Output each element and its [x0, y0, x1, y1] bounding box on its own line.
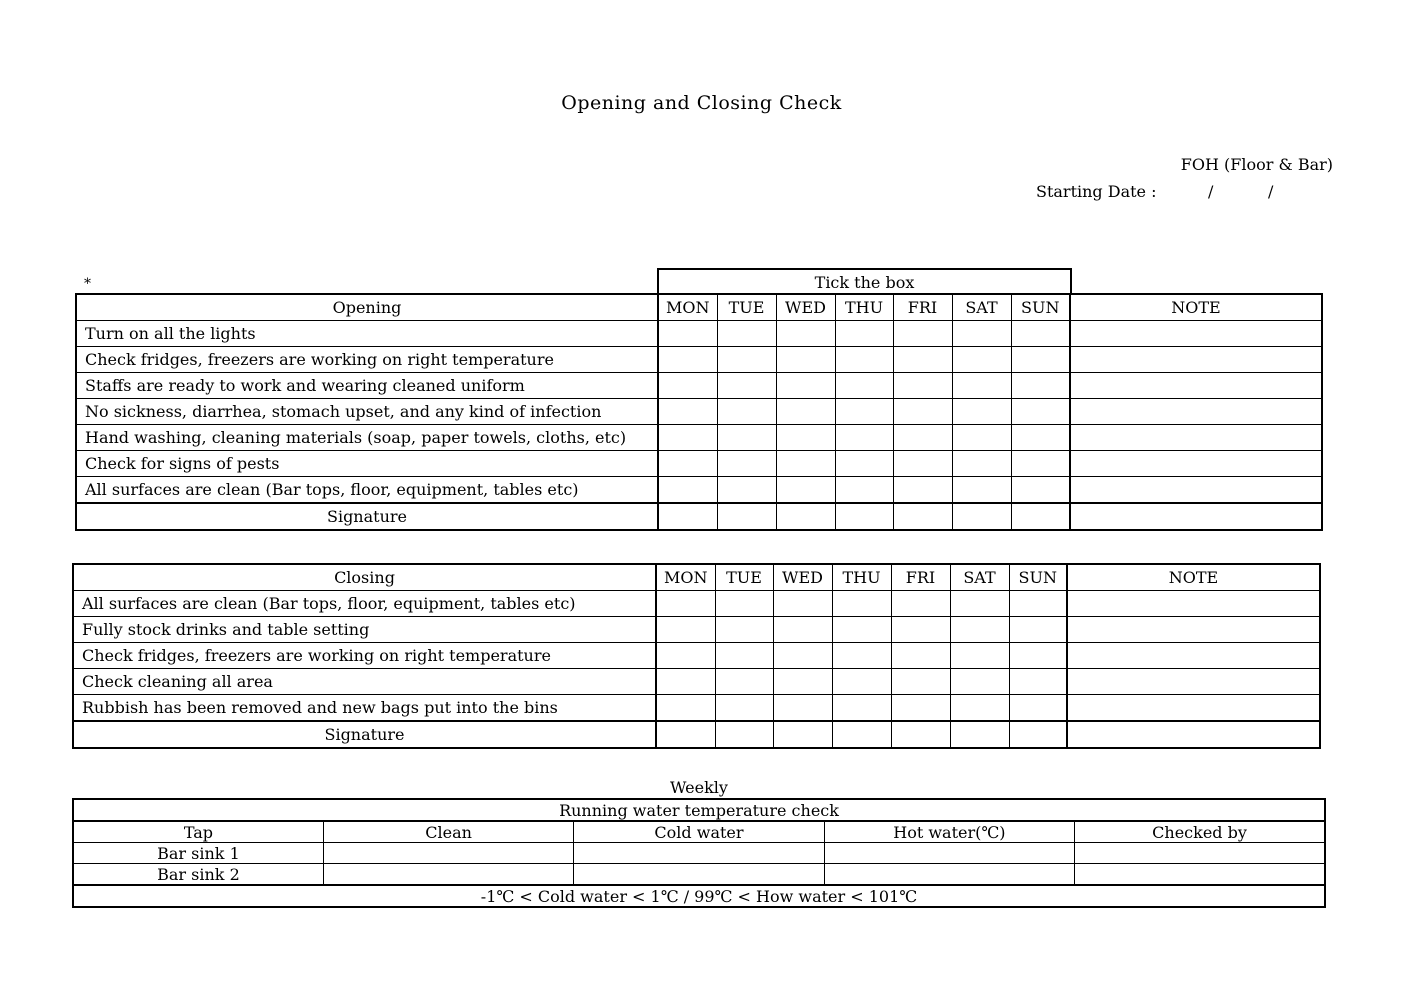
- signature-row: [73, 721, 1320, 748]
- table-row: [73, 591, 1320, 617]
- table-row: [76, 425, 1322, 451]
- closing-header-row: [73, 564, 1320, 591]
- tick-box-tue[interactable]: [715, 695, 773, 722]
- tick-box-tue[interactable]: [715, 591, 773, 617]
- day-header-fri: FRI: [893, 294, 952, 321]
- tick-box-thu[interactable]: [835, 425, 893, 451]
- date-separator: /: [1268, 182, 1274, 201]
- tick-box-thu[interactable]: [835, 399, 893, 425]
- table-row: [76, 321, 1322, 347]
- tick-box-thu[interactable]: [832, 643, 891, 669]
- water-table-header-row: [73, 821, 1325, 843]
- tick-box-thu[interactable]: [832, 669, 891, 695]
- tick-box-wed[interactable]: [773, 643, 832, 669]
- table-row: [73, 695, 1320, 722]
- day-header-sat: SAT: [952, 294, 1011, 321]
- signature-label: Signature: [73, 721, 656, 748]
- day-header-tue: TUE: [717, 294, 776, 321]
- tick-box-thu[interactable]: [832, 591, 891, 617]
- table-row: [76, 373, 1322, 399]
- tick-box-tue[interactable]: [715, 643, 773, 669]
- tick-box-thu[interactable]: [835, 477, 893, 504]
- note-cell[interactable]: [1070, 477, 1322, 504]
- asterisk-mark: *: [84, 276, 91, 292]
- tap-name: Bar sink 2: [73, 864, 323, 886]
- tick-box-fri[interactable]: [893, 425, 952, 451]
- day-header-sun: SUN: [1009, 564, 1067, 591]
- tick-box-sun[interactable]: [1009, 695, 1067, 722]
- tick-box-tue[interactable]: [715, 617, 773, 643]
- tick-box-wed[interactable]: [776, 321, 835, 347]
- checklist-item-label: All surfaces are clean (Bar tops, floor, equipment, tables etc): [73, 591, 656, 617]
- tick-box-thu[interactable]: [835, 347, 893, 373]
- tick-box-wed[interactable]: [773, 617, 832, 643]
- tick-box-thu[interactable]: [832, 695, 891, 722]
- day-header-sat: SAT: [950, 564, 1009, 591]
- clean-cell[interactable]: [323, 864, 573, 886]
- tick-box-sat[interactable]: [950, 617, 1009, 643]
- tick-box-mon[interactable]: [656, 669, 715, 695]
- hot-water-cell[interactable]: [824, 864, 1074, 886]
- tick-box-fri[interactable]: [893, 347, 952, 373]
- day-header-thu: THU: [832, 564, 891, 591]
- tick-box-wed[interactable]: [776, 399, 835, 425]
- tick-box-sat[interactable]: [952, 451, 1011, 477]
- tick-box-tue[interactable]: [717, 347, 776, 373]
- tick-box-sat[interactable]: [950, 669, 1009, 695]
- water-table-title: Running water temperature check: [73, 799, 1325, 821]
- tick-box-sun[interactable]: [1011, 321, 1070, 347]
- tick-box-mon[interactable]: [656, 643, 715, 669]
- tick-box-tue[interactable]: [717, 373, 776, 399]
- note-cell[interactable]: [1070, 321, 1322, 347]
- tick-box-mon[interactable]: [656, 591, 715, 617]
- checked-by-cell[interactable]: [1075, 864, 1325, 886]
- document-title: Opening and Closing Check: [561, 92, 842, 114]
- checklist-item-label: Check for signs of pests: [76, 451, 658, 477]
- opening-header-row: [76, 294, 1322, 321]
- signature-box-thu[interactable]: [832, 721, 891, 748]
- checked-by-cell[interactable]: [1075, 843, 1325, 864]
- column-header-tap: Tap: [73, 821, 323, 843]
- signature-box-wed[interactable]: [776, 503, 835, 530]
- tick-box-sun[interactable]: [1011, 373, 1070, 399]
- tick-box-fri[interactable]: [891, 617, 950, 643]
- tick-box-sat[interactable]: [952, 477, 1011, 504]
- table-row: [73, 643, 1320, 669]
- signature-box-mon[interactable]: [656, 721, 715, 748]
- tick-box-mon[interactable]: [658, 451, 717, 477]
- table-row: [76, 399, 1322, 425]
- tick-box-thu[interactable]: [835, 321, 893, 347]
- tick-box-sat[interactable]: [952, 347, 1011, 373]
- tick-box-sun[interactable]: [1009, 669, 1067, 695]
- day-header-wed: WED: [773, 564, 832, 591]
- table-row: [73, 617, 1320, 643]
- table-row: [76, 477, 1322, 504]
- signature-label: Signature: [76, 503, 658, 530]
- column-header-checked-by: Checked by: [1075, 821, 1325, 843]
- tick-box-sat[interactable]: [950, 643, 1009, 669]
- opening-table: [75, 293, 1323, 531]
- water-temperature-table: [72, 798, 1326, 908]
- tick-box-tue[interactable]: [717, 321, 776, 347]
- tick-box-tue[interactable]: [717, 477, 776, 504]
- tick-box-sun[interactable]: [1011, 425, 1070, 451]
- signature-box-tue[interactable]: [717, 503, 776, 530]
- tick-box-wed[interactable]: [776, 477, 835, 504]
- note-cell[interactable]: [1067, 669, 1320, 695]
- tick-box-mon[interactable]: [658, 425, 717, 451]
- note-cell[interactable]: [1070, 373, 1322, 399]
- note-cell[interactable]: [1070, 425, 1322, 451]
- cold-water-cell[interactable]: [574, 843, 824, 864]
- note-cell[interactable]: [1070, 347, 1322, 373]
- starting-date-label: Starting Date :: [1036, 182, 1157, 201]
- note-cell[interactable]: [1067, 695, 1320, 722]
- checklist-item-label: Hand washing, cleaning materials (soap, paper towels, cloths, etc): [76, 425, 658, 451]
- day-header-sun: SUN: [1011, 294, 1070, 321]
- tick-box-sat[interactable]: [952, 373, 1011, 399]
- checklist-item-label: Rubbish has been removed and new bags put into the bins: [73, 695, 656, 722]
- tick-box-sun[interactable]: [1011, 399, 1070, 425]
- note-cell[interactable]: [1070, 399, 1322, 425]
- tick-box-sun[interactable]: [1011, 347, 1070, 373]
- signature-box-wed[interactable]: [773, 721, 832, 748]
- tick-box-sun[interactable]: [1011, 477, 1070, 504]
- tick-box-tue[interactable]: [717, 451, 776, 477]
- tick-box-thu[interactable]: [832, 617, 891, 643]
- column-header-cold-water: Cold water: [574, 821, 824, 843]
- hot-water-cell[interactable]: [824, 843, 1074, 864]
- temperature-range-row: [73, 885, 1325, 907]
- signature-box-sat[interactable]: [952, 503, 1011, 530]
- tick-box-sun[interactable]: [1009, 617, 1067, 643]
- column-header-hot-water: Hot water(℃): [824, 821, 1074, 843]
- signature-row: [76, 503, 1322, 530]
- signature-box-thu[interactable]: [835, 503, 893, 530]
- tick-box-sat[interactable]: [952, 399, 1011, 425]
- tick-box-fri[interactable]: [893, 451, 952, 477]
- tick-box-tue[interactable]: [717, 425, 776, 451]
- tick-box-mon[interactable]: [658, 321, 717, 347]
- checklist-item-label: Check fridges, freezers are working on right temperature: [73, 643, 656, 669]
- tick-box-sun[interactable]: [1009, 643, 1067, 669]
- tick-box-fri[interactable]: [893, 373, 952, 399]
- closing-table: [72, 563, 1321, 749]
- tick-box-mon[interactable]: [656, 695, 715, 722]
- tick-box-sat[interactable]: [952, 321, 1011, 347]
- signature-note-cell[interactable]: [1070, 503, 1322, 530]
- starting-date-field[interactable]: [1036, 182, 1274, 201]
- note-header: NOTE: [1067, 564, 1320, 591]
- date-separator: /: [1208, 182, 1214, 201]
- tick-box-mon[interactable]: [658, 347, 717, 373]
- signature-note-cell[interactable]: [1067, 721, 1320, 748]
- table-row: [73, 864, 1325, 886]
- tick-box-tue[interactable]: [715, 669, 773, 695]
- table-row: [76, 451, 1322, 477]
- tick-box-fri[interactable]: [891, 669, 950, 695]
- tick-box-wed[interactable]: [776, 425, 835, 451]
- checklist-item-label: All surfaces are clean (Bar tops, floor, equipment, tables etc): [76, 477, 658, 504]
- tick-box-thu[interactable]: [835, 373, 893, 399]
- day-header-wed: WED: [776, 294, 835, 321]
- clean-cell[interactable]: [323, 843, 573, 864]
- signature-box-sun[interactable]: [1009, 721, 1067, 748]
- tick-box-wed[interactable]: [773, 695, 832, 722]
- checklist-item-label: No sickness, diarrhea, stomach upset, and any kind of infection: [76, 399, 658, 425]
- checklist-item-label: Staffs are ready to work and wearing cleaned uniform: [76, 373, 658, 399]
- day-header-tue: TUE: [715, 564, 773, 591]
- tick-box-fri[interactable]: [893, 321, 952, 347]
- tick-box-mon[interactable]: [656, 617, 715, 643]
- opening-header: Opening: [76, 294, 658, 321]
- checklist-item-label: Check cleaning all area: [73, 669, 656, 695]
- checklist-item-label: Check fridges, freezers are working on right temperature: [76, 347, 658, 373]
- checklist-item-label: Turn on all the lights: [76, 321, 658, 347]
- signature-box-fri[interactable]: [891, 721, 950, 748]
- day-header-mon: MON: [656, 564, 715, 591]
- signature-box-mon[interactable]: [658, 503, 717, 530]
- table-row: [76, 347, 1322, 373]
- tick-box-sun[interactable]: [1011, 451, 1070, 477]
- tick-box-wed[interactable]: [773, 669, 832, 695]
- tick-box-fri[interactable]: [893, 399, 952, 425]
- table-row: [73, 843, 1325, 864]
- tick-box-fri[interactable]: [891, 695, 950, 722]
- closing-header: Closing: [73, 564, 656, 591]
- tick-the-box-header: Tick the box: [657, 268, 1072, 295]
- tick-box-sat[interactable]: [950, 591, 1009, 617]
- note-header: NOTE: [1070, 294, 1322, 321]
- tick-box-tue[interactable]: [717, 399, 776, 425]
- column-header-clean: Clean: [323, 821, 573, 843]
- weekly-label: Weekly: [670, 778, 728, 797]
- signature-box-fri[interactable]: [893, 503, 952, 530]
- tap-name: Bar sink 1: [73, 843, 323, 864]
- checklist-item-label: Fully stock drinks and table setting: [73, 617, 656, 643]
- temperature-range-note: -1℃ < Cold water < 1℃ / 99℃ < How water < 101℃: [73, 885, 1325, 907]
- department-label: FOH (Floor & Bar): [1180, 155, 1333, 174]
- day-header-mon: MON: [658, 294, 717, 321]
- day-header-thu: THU: [835, 294, 893, 321]
- tick-box-sat[interactable]: [950, 695, 1009, 722]
- tick-box-wed[interactable]: [776, 451, 835, 477]
- tick-box-mon[interactable]: [658, 399, 717, 425]
- note-cell[interactable]: [1067, 591, 1320, 617]
- tick-box-mon[interactable]: [658, 373, 717, 399]
- signature-box-sun[interactable]: [1011, 503, 1070, 530]
- note-cell[interactable]: [1067, 617, 1320, 643]
- table-row: [73, 669, 1320, 695]
- tick-box-fri[interactable]: [891, 591, 950, 617]
- tick-box-sun[interactable]: [1009, 591, 1067, 617]
- cold-water-cell[interactable]: [574, 864, 824, 886]
- tick-box-mon[interactable]: [658, 477, 717, 504]
- signature-box-tue[interactable]: [715, 721, 773, 748]
- note-cell[interactable]: [1070, 451, 1322, 477]
- tick-box-fri[interactable]: [891, 643, 950, 669]
- tick-box-fri[interactable]: [893, 477, 952, 504]
- day-header-fri: FRI: [891, 564, 950, 591]
- water-table-title-row: [73, 799, 1325, 821]
- note-cell[interactable]: [1067, 643, 1320, 669]
- tick-box-wed[interactable]: [773, 591, 832, 617]
- signature-box-sat[interactable]: [950, 721, 1009, 748]
- tick-box-wed[interactable]: [776, 373, 835, 399]
- tick-box-sat[interactable]: [952, 425, 1011, 451]
- tick-box-wed[interactable]: [776, 347, 835, 373]
- tick-box-thu[interactable]: [835, 451, 893, 477]
